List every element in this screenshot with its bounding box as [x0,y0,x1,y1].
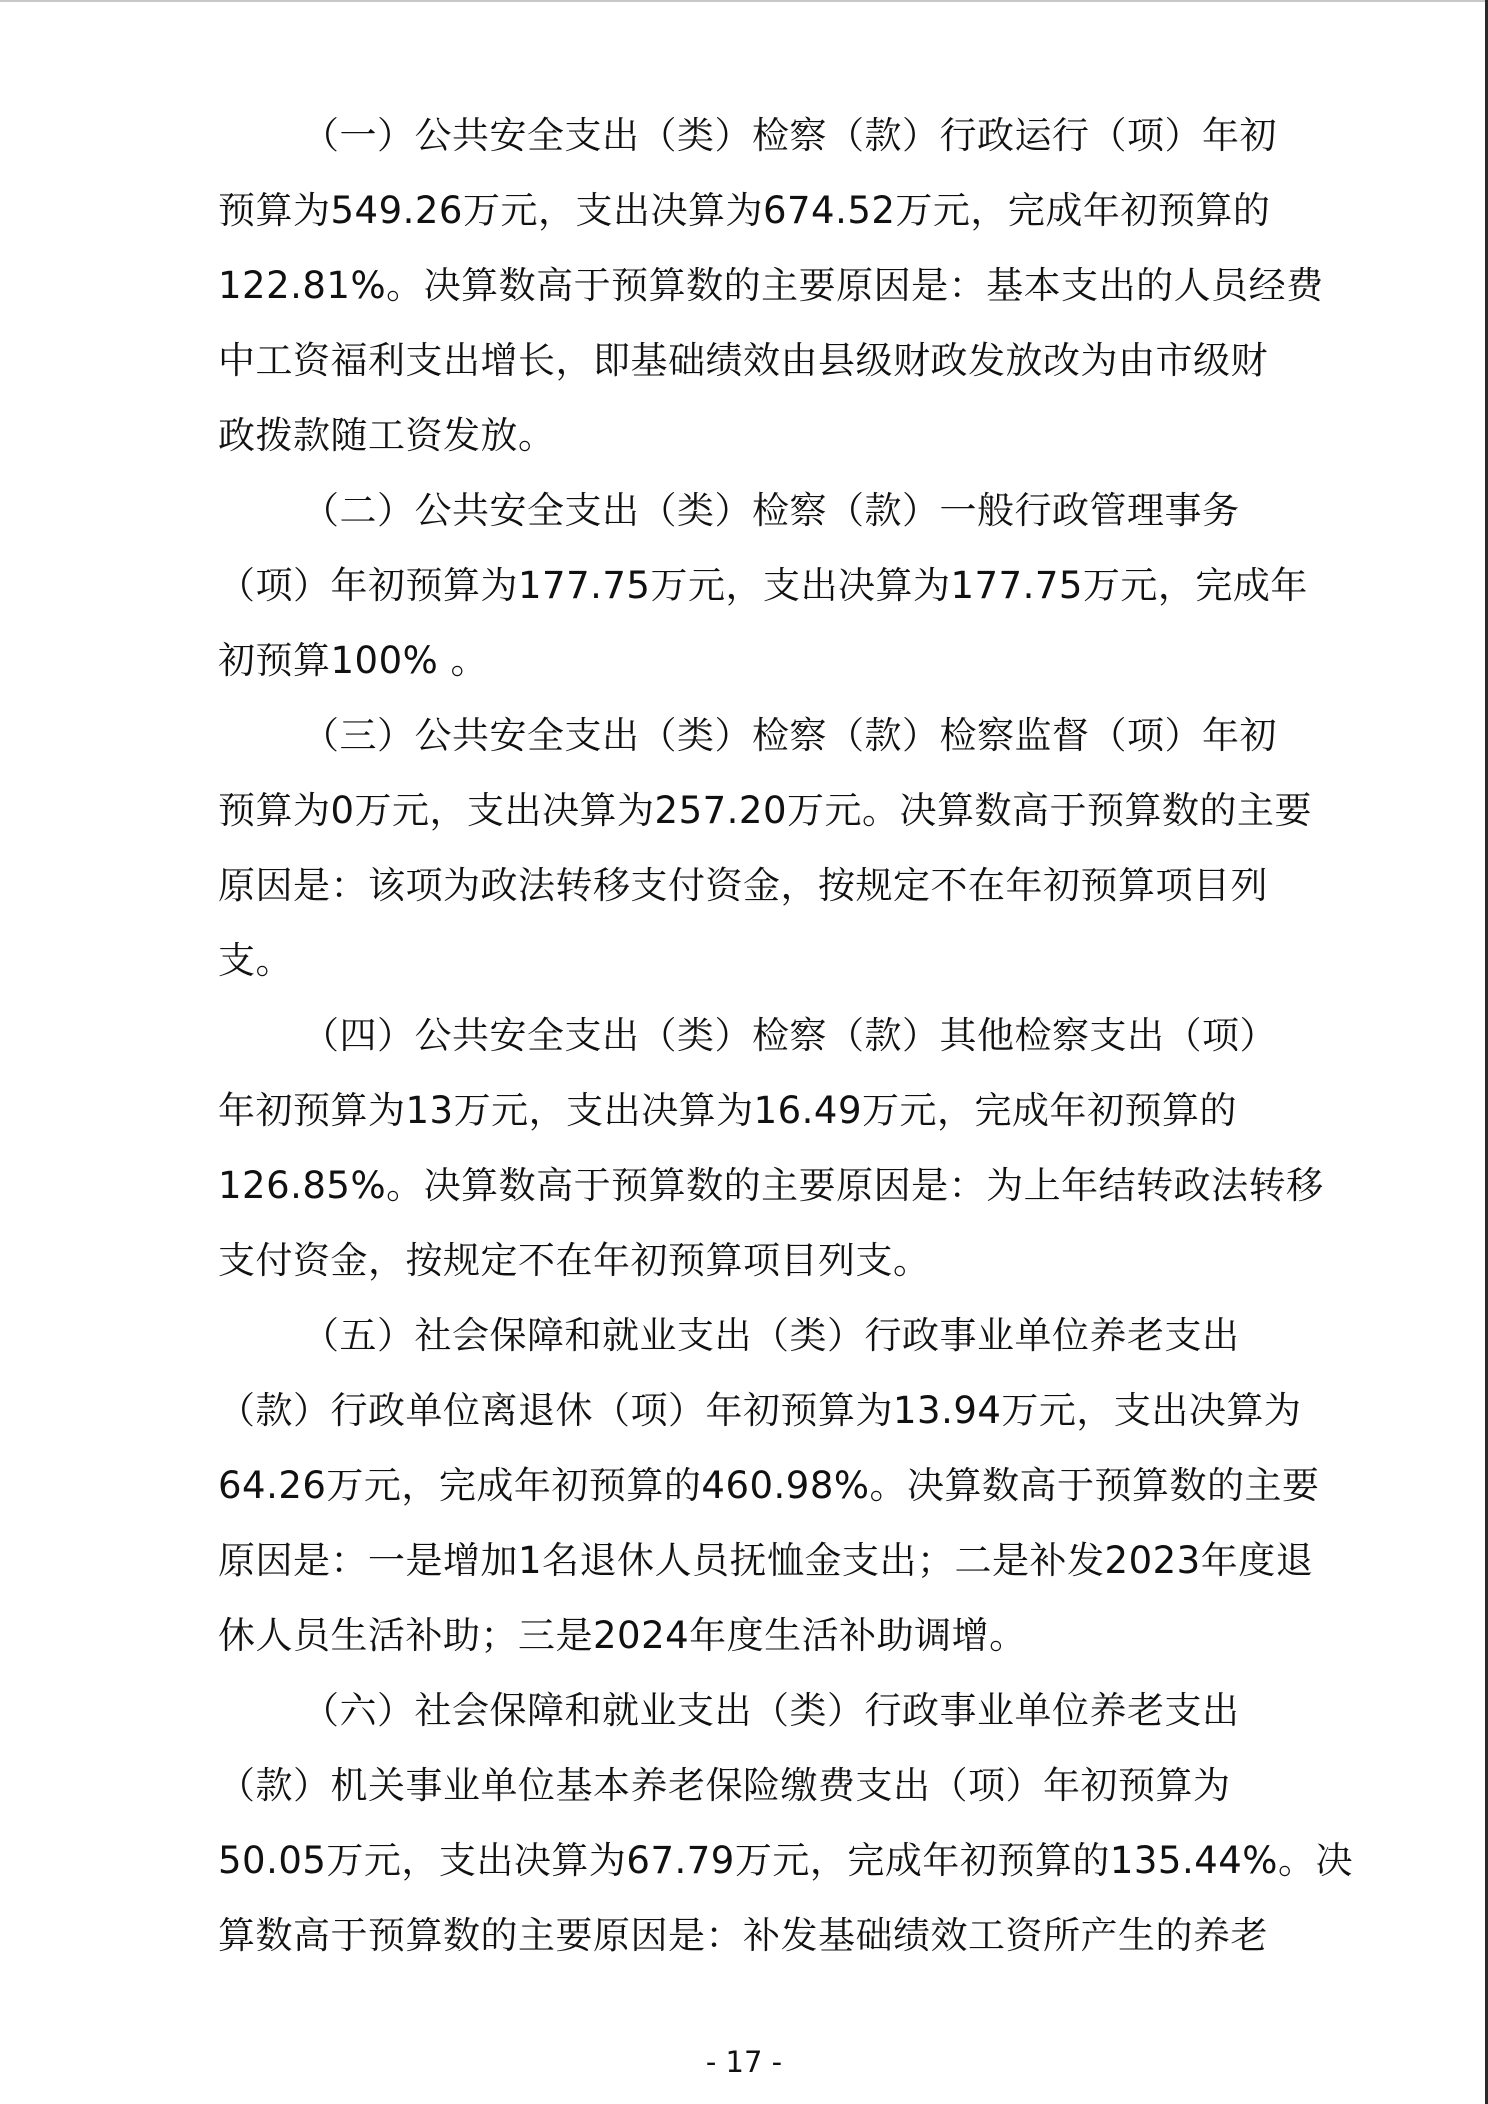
body-text [218,98,1353,1973]
paragraph-2-line-1: （二）公共安全支出（类）检察（款）一般行政管理事务 [302,489,1240,532]
paragraph-1-line-2: 预算为549.26万元，支出决算为674.52万元，完成年初预算的 [218,189,1271,232]
paragraph-3-line-3: 原因是：该项为政法转移支付资金，按规定不在年初预算项目列 [218,864,1268,907]
paragraph-4-line-2: 年初预算为13万元，支出决算为16.49万元，完成年初预算的 [218,1089,1238,1132]
paragraph-5-line-4: 原因是：一是增加1名退休人员抚恤金支出；二是补发2023年度退 [218,1539,1314,1582]
paragraph-3-line-2: 预算为0万元，支出决算为257.20万元。决算数高于预算数的主要 [218,789,1313,832]
paragraph-3-line-1: （三）公共安全支出（类）检察（款）检察监督（项）年初 [302,714,1277,757]
paragraph-4-line-4: 支付资金，按规定不在年初预算项目列支。 [218,1239,931,1282]
paragraph-5-line-5: 休人员生活补助；三是2024年度生活补助调增。 [218,1614,1027,1657]
paragraph-5-line-3: 64.26万元，完成年初预算的460.98%。决算数高于预算数的主要 [218,1464,1320,1507]
top-border-line [0,0,1488,2]
paragraph-1-line-4: 中工资福利支出增长，即基础绩效由县级财政发放改为由市级财 [218,339,1268,382]
paragraph-1-line-3: 122.81%。决算数高于预算数的主要原因是：基本支出的人员经费 [218,264,1324,307]
paragraph-6-line-3: 50.05万元，支出决算为67.79万元，完成年初预算的135.44%。决 [218,1839,1353,1882]
paragraph-1-line-1: （一）公共安全支出（类）检察（款）行政运行（项）年初 [302,114,1277,157]
paragraph-3-line-4: 支。 [218,939,293,982]
paragraph-4-line-1: （四）公共安全支出（类）检察（款）其他检察支出（项） [302,1014,1277,1057]
paragraph-6-line-2: （款）机关事业单位基本养老保险缴费支出（项）年初预算为 [218,1764,1231,1807]
paragraph-4-line-3: 126.85%。决算数高于预算数的主要原因是：为上年结转政法转移 [218,1164,1324,1207]
paragraph-2-line-3: 初预算100% 。 [218,639,489,682]
paragraph-6-line-1: （六）社会保障和就业支出（类）行政事业单位养老支出 [302,1689,1240,1732]
paragraph-6-line-4: 算数高于预算数的主要原因是：补发基础绩效工资所产生的养老 [218,1914,1268,1957]
paragraph-2-line-2: （项）年初预算为177.75万元，支出决算为177.75万元，完成年 [218,564,1308,607]
page-number: - 17 - [705,2045,783,2079]
paragraph-1-line-5: 政拨款随工资发放。 [218,414,556,457]
paragraph-5-line-2: （款）行政单位离退休（项）年初预算为13.94万元，支出决算为 [218,1389,1302,1432]
paragraph-5-line-1: （五）社会保障和就业支出（类）行政事业单位养老支出 [302,1314,1240,1357]
